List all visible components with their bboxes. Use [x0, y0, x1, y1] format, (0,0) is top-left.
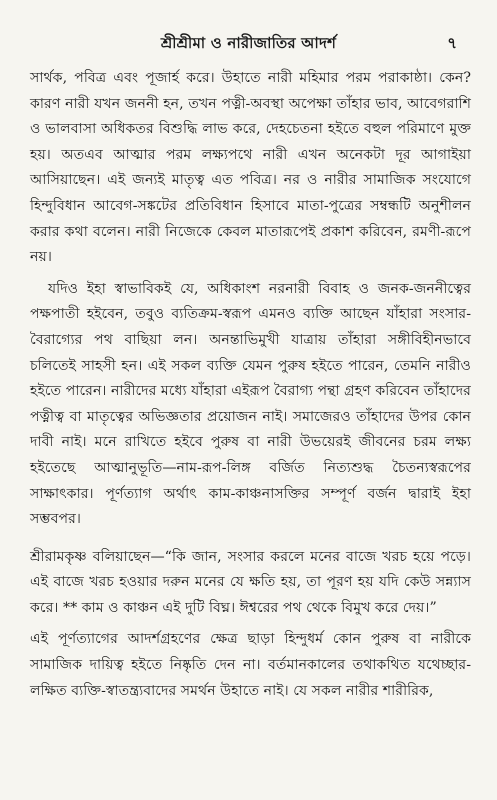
running-head: শ্রীশ্রীমা ও নারীজাতির আদর্শ — [160, 34, 337, 52]
paragraph-quote: শ্রীরামকৃষ্ণ বলিয়াছেন—“কি জান, সংসার করলে মনের বাজে খরচ হয়ে পড়ে। এই বাজে খরচ হওয়ার দরুন মনের যে ক্ষতি হয়, তা পূরণ হয় যদি কেউ সন্ন্যাস করে। ** কাম ও কাঞ্চন এই দুটি বিঘ্ন। ঈশ্বরের পথ থেকে বিমুখ করে দেয়।” — [30, 548, 471, 616]
paragraph-2: যদিও ইহা স্বাভাবিকই যে, অধিকাংশ নরনারী বিবাহ ও জনক-জননীত্বের পক্ষপাতী হইবেন, তবুও ব্যতিক্রম-স্বরূপ এমনও ব্যক্তি আছেন যাঁহারা সংসার-বৈরাগ্যের পথ বাছিয়া লন। অনন্তাভিমুখী যাত্রায় তাঁহারা সঙ্গীবিহীনভাবে চলিতেই সাহসী হন। এই সকল ব্যক্তি যেমন পুরুষ হইতে পারেন, তেমনি নারীও হইতে পারেন। নারীদের মধ্যে যাঁহারা এইরূপ বৈরাগ্য পন্থা গ্রহণ করিবেন তাঁহাদের পত্নীত্ব বা মাতৃত্বের অভিজ্ঞতার প্রয়োজন নাই। সমাজেরও তাঁহাদের উপর কোন দাবী নাই। মনে রাখিতে হইবে পুরুষ বা নারী উভয়েরই জীবনের চরম লক্ষ্য হইতেছে আত্মানুভূতি—নাম-রূপ-লিঙ্গ বর্জিত নিত্যশুদ্ধ চৈতন্যস্বরূপের সাক্ষাৎকার। পূর্ণত্যাগ অর্থাৎ কাম-কাঞ্চনাসক্তির সম্পূর্ণ বর্জন দ্বারাই ইহা সম্ভবপর। — [30, 280, 471, 528]
page-header — [0, 32, 497, 56]
body-text — [30, 66, 471, 704]
paragraph-1: সার্থক, পবিত্র এবং পূজার্হ করে। উহাতে নারী মহিমার পরম পরাকাষ্ঠা। কেন? কারণ নারী যখন জননী হন, তখন পত্নী-অবস্থা অপেক্ষা তাঁহার ভাব, আবেগরাশি ও ভালবাসা অধিকতর বিশুদ্ধি লাভ করে, দেহচেতনা হইতে বহুল পরিমাণে মুক্ত হয়। অতএব আত্মার পরম লক্ষ্যপথে নারী এখন অনেকটা দূর আগাইয়া আসিয়াছেন। এই জন্যই মাতৃত্ব এত পবিত্র। নর ও নারীর সামাজিক সংযোগে হিন্দুবিধান আবেগ-সঙ্কটের প্রতিবিধান হিসাবে মাতা-পুত্রের সম্বন্ধটি অনুশীলন করার কথা বলেন। নারী নিজেকে কেবল মাতারূপেই প্রকাশ করিবেন, রমণী-রূপে নয়। — [30, 70, 471, 266]
page-number: ৭ — [447, 34, 457, 52]
paragraph-4: এই পূর্ণত্যাগের আদর্শগ্রহণের ক্ষেত্র ছাড়া হিন্দুধর্ম কোন পুরুষ বা নারীকে সামাজিক দায়িত্ব হইতে নিষ্কৃতি দেন না। বর্তমানকালের তথাকথিত যথেচ্ছার-লক্ষিত ব্যক্তি-স্বাতন্ত্র্যবাদের সমর্থন উহাতে নাই। যে সকল নারীর শারীরিক, — [30, 631, 471, 699]
